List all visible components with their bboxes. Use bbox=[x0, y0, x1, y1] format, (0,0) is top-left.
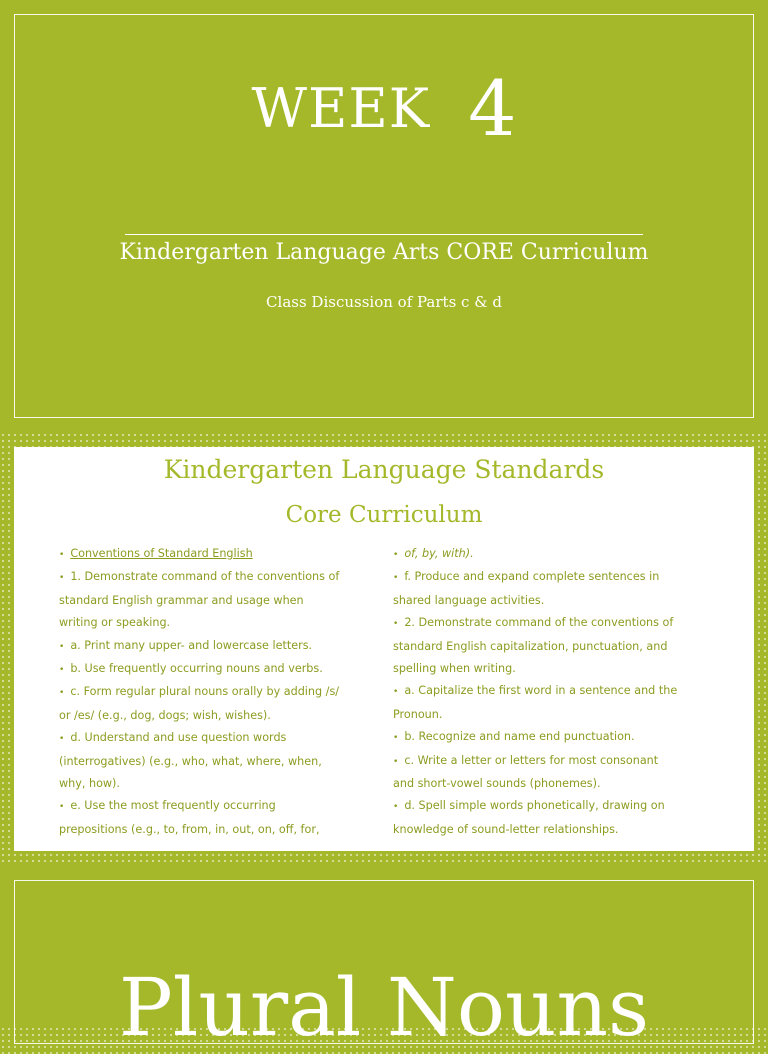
list-item: • 2. Demonstrate command of the conventions of bbox=[393, 616, 674, 630]
list-item: • of, by, with). bbox=[393, 547, 474, 560]
title-slide bbox=[0, 0, 768, 432]
list-item: • 1. Demonstrate command of the conventions of bbox=[59, 570, 340, 584]
bullet-icon: • bbox=[393, 733, 399, 744]
list-item: • e. Use the most frequently occurring bbox=[59, 799, 276, 813]
bullet-icon: • bbox=[59, 665, 65, 676]
list-item: and short-vowel sounds (phonemes). bbox=[393, 777, 601, 791]
list-item: spelling when writing. bbox=[393, 662, 516, 676]
bullet-icon: • bbox=[393, 573, 399, 584]
bullet-icon: • bbox=[59, 734, 65, 745]
bullet-icon: • bbox=[59, 550, 65, 560]
list-item: shared language activities. bbox=[393, 593, 545, 607]
list-item: standard English grammar and usage when bbox=[59, 593, 304, 607]
list-item: knowledge of sound-letter relationships. bbox=[393, 822, 619, 836]
bullet-icon: • bbox=[393, 687, 399, 698]
divider bbox=[125, 234, 643, 235]
list-item: writing or speaking. bbox=[59, 616, 171, 630]
standards-left-column bbox=[59, 543, 351, 841]
bullet-icon: • bbox=[59, 641, 65, 652]
list-item: standard English capitalization, punctuation, and bbox=[393, 639, 668, 653]
list-item: • a. Print many upper- and lowercase letters. bbox=[59, 638, 313, 652]
standards-slide bbox=[14, 447, 754, 851]
list-item: • d. Understand and use question words bbox=[59, 731, 287, 745]
standards-right-column bbox=[393, 543, 685, 841]
bullet-icon: • bbox=[393, 619, 399, 630]
list-item: • b. Use frequently occurring nouns and verbs. bbox=[59, 662, 323, 676]
week-heading bbox=[0, 64, 768, 153]
bullet-icon: • bbox=[393, 802, 399, 813]
bullet-icon: • bbox=[59, 802, 65, 813]
standards-title: Kindergarten Language Standards bbox=[163, 455, 605, 484]
list-item: or /es/ (e.g., dog, dogs; wish, wishes). bbox=[59, 708, 271, 722]
list-item: • d. Spell simple words phonetically, drawing on bbox=[393, 799, 665, 813]
list-item: • c. Form regular plural nouns orally by adding /s/ bbox=[59, 685, 340, 699]
plural-nouns-title: Plural Nouns bbox=[118, 961, 650, 1054]
list-item: why, how). bbox=[59, 777, 120, 791]
standards-subtitle: Core Curriculum bbox=[285, 502, 483, 528]
list-item: • b. Recognize and name end punctuation. bbox=[393, 730, 635, 744]
bullet-icon: • bbox=[59, 688, 65, 699]
bullet-icon: • bbox=[59, 573, 65, 584]
list-item: • a. Capitalize the first word in a sentence and the bbox=[393, 684, 678, 698]
plural-nouns-slide bbox=[0, 866, 768, 1054]
list-item: Pronoun. bbox=[393, 707, 443, 721]
list-item: prepositions (e.g., to, from, in, out, on, off, for, bbox=[59, 822, 320, 836]
bullet-icon: • bbox=[393, 756, 399, 767]
curriculum-title: Kindergarten Language Arts CORE Curriculum bbox=[119, 240, 649, 265]
list-item: • f. Produce and expand complete sentences in bbox=[393, 570, 660, 584]
list-item: • Conventions of Standard English bbox=[59, 547, 253, 560]
list-item: (interrogatives) (e.g., who, what, where, when, bbox=[59, 754, 322, 768]
list-item: • c. Write a letter or letters for most consonant bbox=[393, 753, 659, 767]
bullet-icon: • bbox=[393, 550, 399, 560]
week-word: WEEK bbox=[251, 77, 431, 140]
curriculum-subtitle: Class Discussion of Parts c & d bbox=[266, 293, 502, 311]
week-number: 4 bbox=[468, 64, 517, 153]
